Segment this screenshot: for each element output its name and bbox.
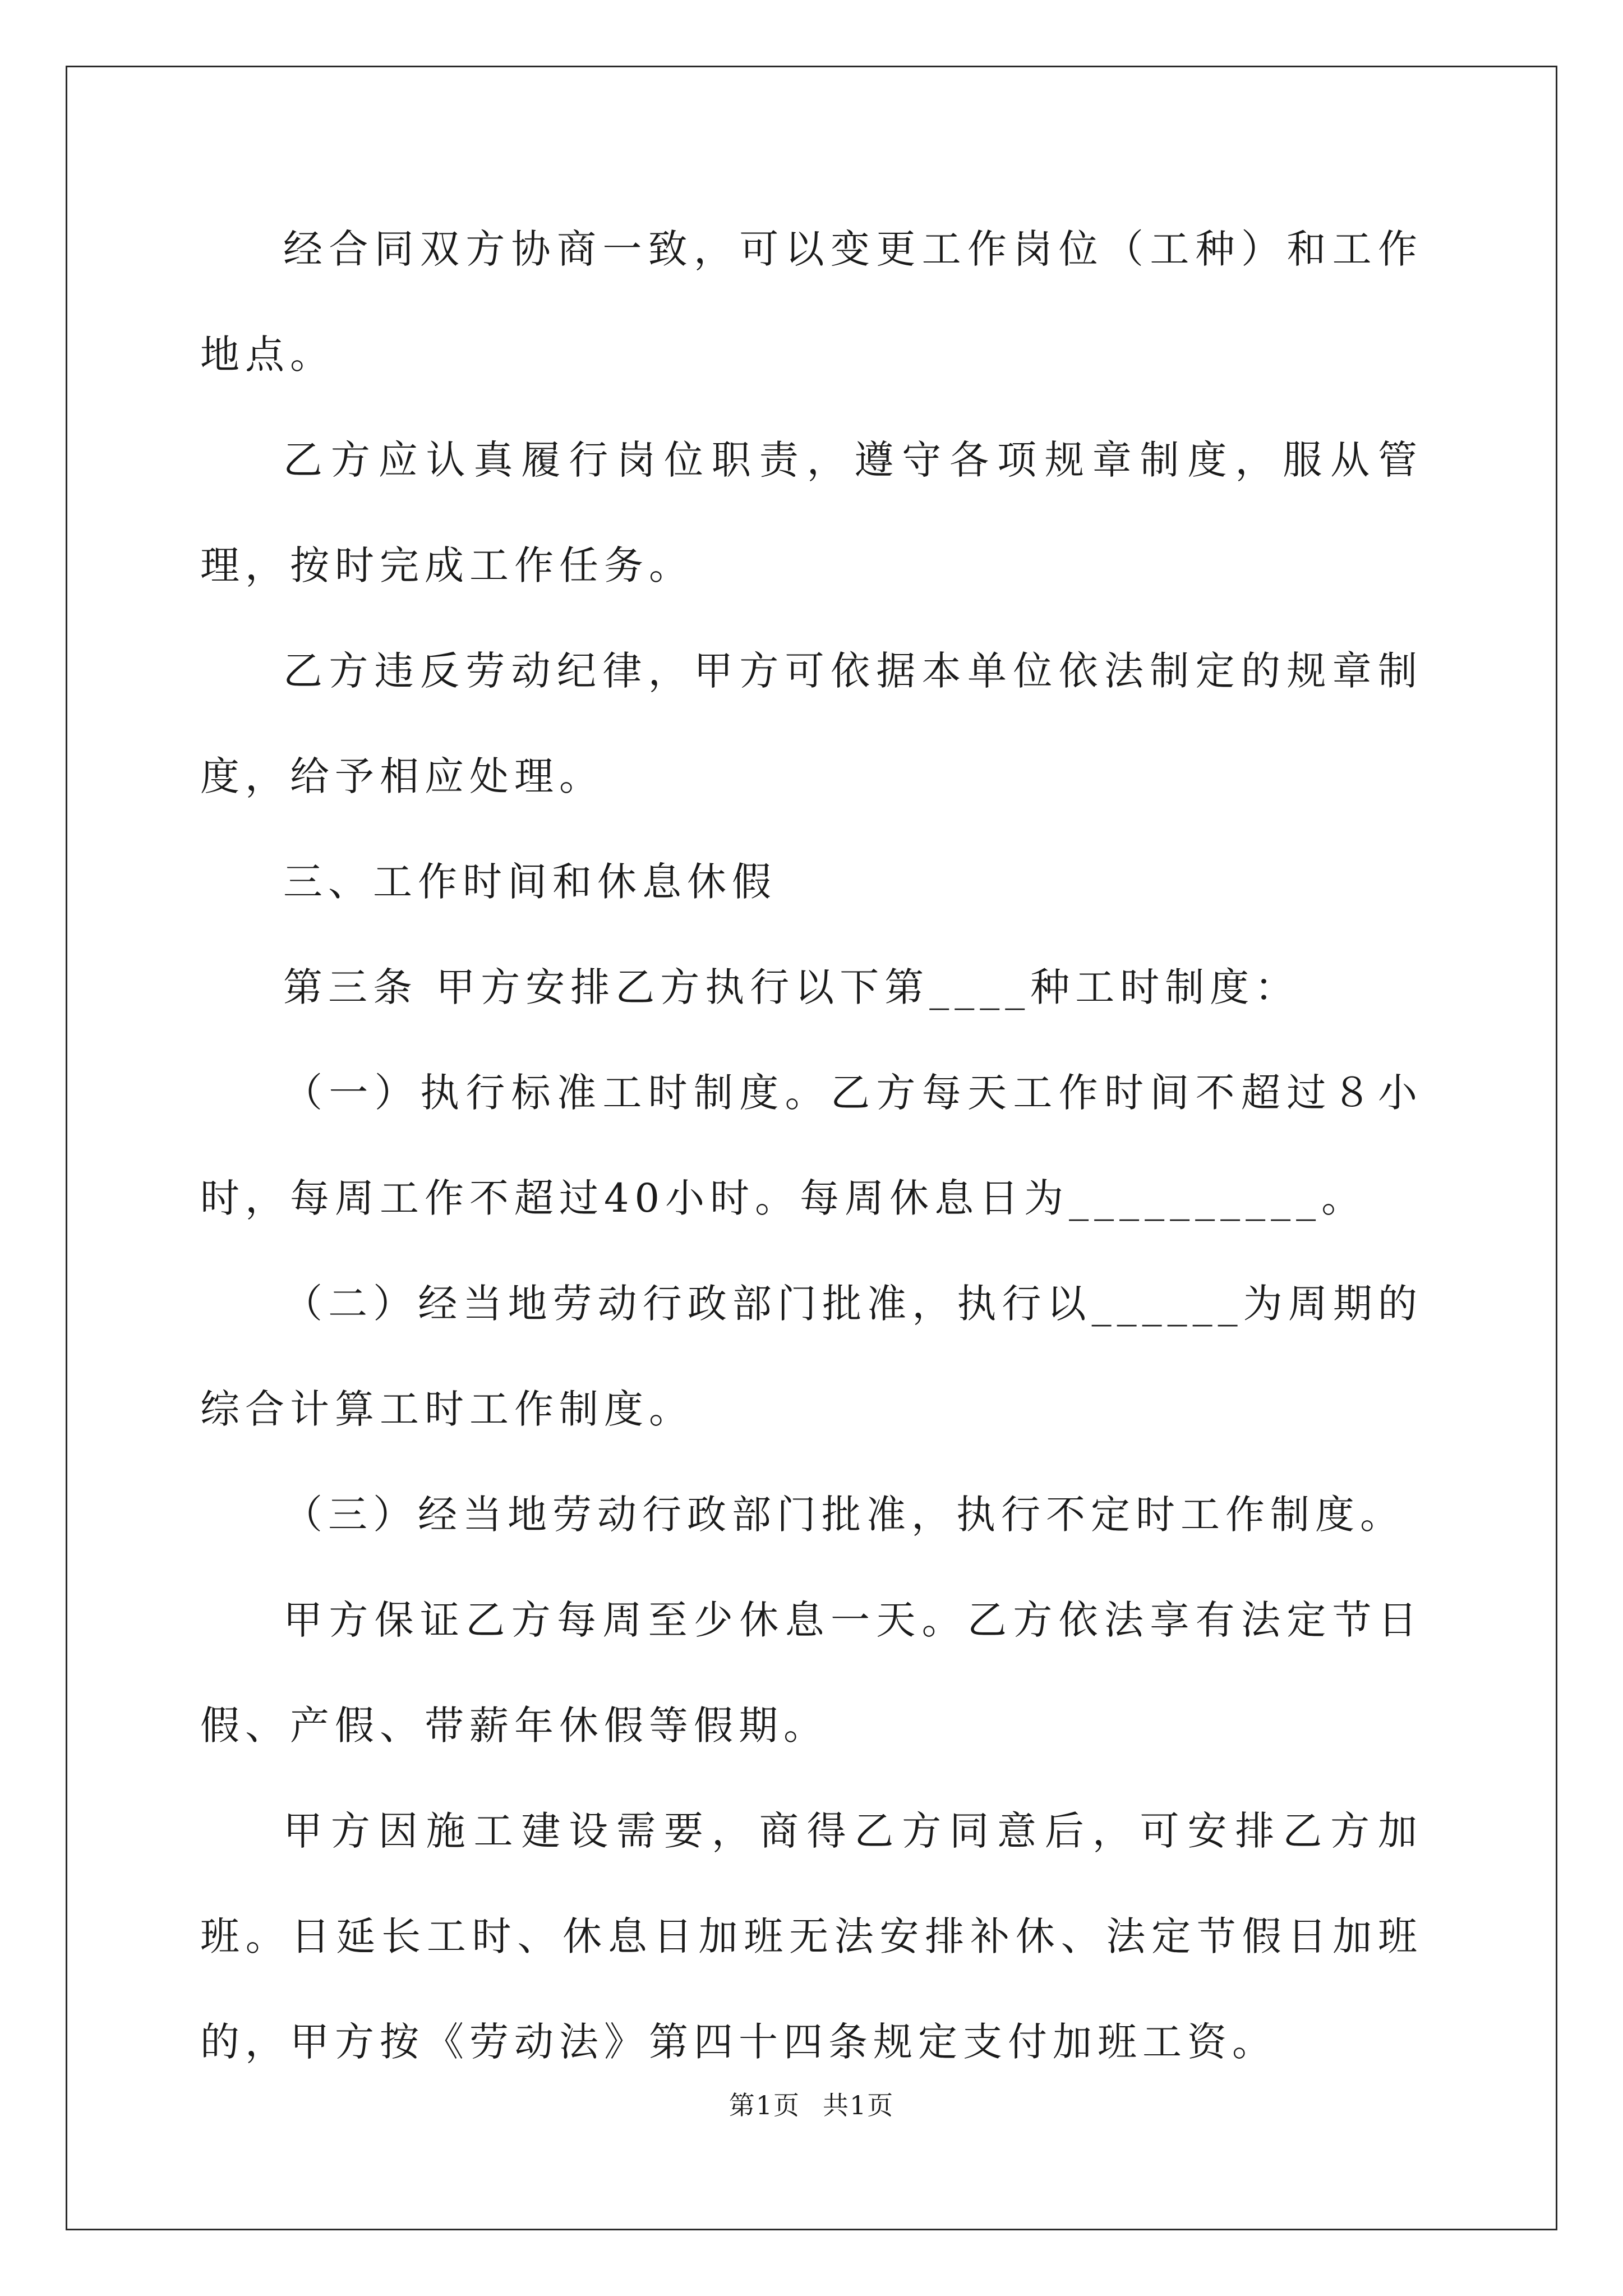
paragraph-standard-hours: （一）执行标准工时制度。乙方每天工作时间不超过８小时，每周工作不超过40小时。每周休息日为__________。 xyxy=(200,1070,1423,1221)
document-body xyxy=(200,196,1423,2095)
paragraph-rest-days: 甲方保证乙方每周至少休息一天。乙方依法享有法定节日假、产假、带薪年休假等假期。 xyxy=(200,1597,1423,1749)
paragraph-change-position: 经合同双方协商一致，可以变更工作岗位（工种）和工作地点。 xyxy=(200,226,1423,378)
paragraph-duties: 乙方应认真履行岗位职责，遵守各项规章制度，服从管理，按时完成工作任务。 xyxy=(200,437,1423,588)
page-footer xyxy=(0,2085,1623,2122)
paragraph-article-three: 第三条 甲方安排乙方执行以下第____种工时制度： xyxy=(283,964,1300,1010)
paragraph-overtime: 甲方因施工建设需要，商得乙方同意后，可安排乙方加班。日延长工时、休息日加班无法安排补休、法定节假日加班的，甲方按《劳动法》第四十四条规定支付加班工资。 xyxy=(200,1808,1423,2065)
page-number-current: 第1页 xyxy=(728,2090,800,2120)
page-number-total: 共1页 xyxy=(823,2090,895,2120)
paragraph-discipline: 乙方违反劳动纪律，甲方可依据本单位依法制定的规章制度，给予相应处理。 xyxy=(200,648,1423,799)
paragraph-comprehensive-hours: （二）经当地劳动行政部门批准，执行以______为周期的综合计算工时工作制度。 xyxy=(200,1281,1423,1432)
paragraph-flexible-hours: （三）经当地劳动行政部门批准，执行不定时工作制度。 xyxy=(283,1492,1405,1538)
section-heading-work-hours: 三、工作时间和休息休假 xyxy=(283,859,777,905)
